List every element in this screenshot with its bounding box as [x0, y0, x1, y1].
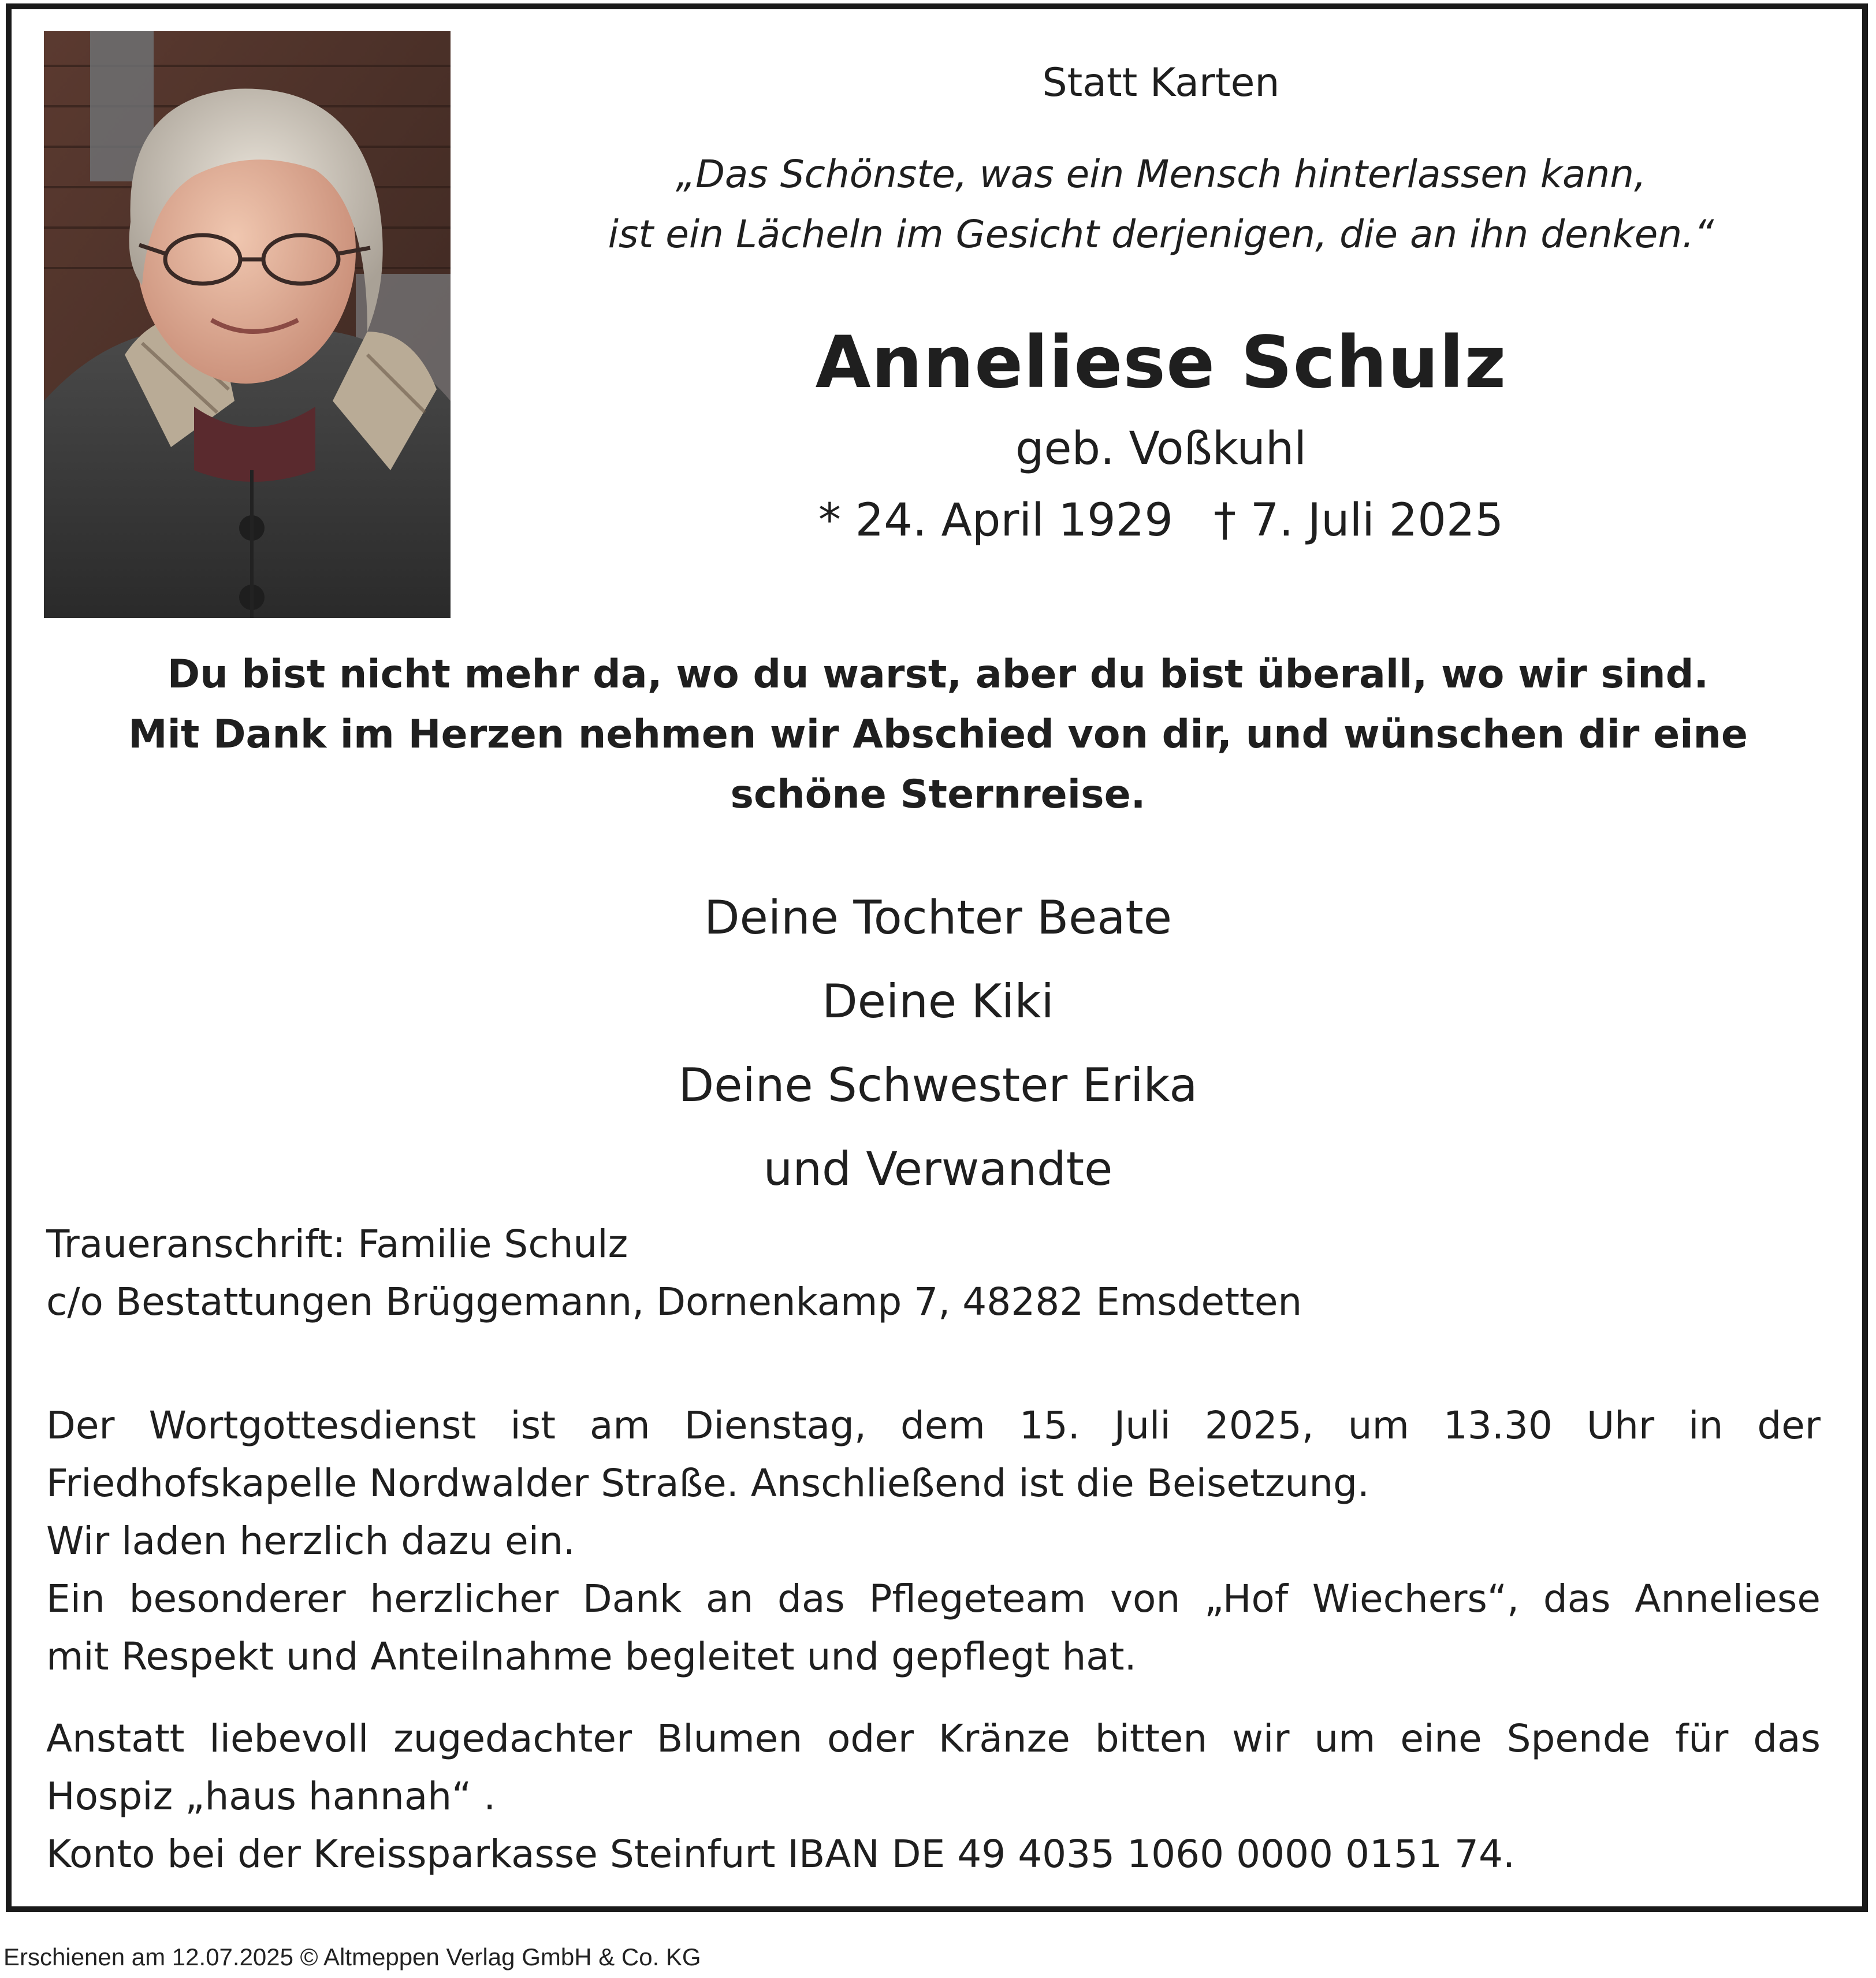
address-line: c/o Bestattungen Brüggemann, Dornenkamp 7, 48282 Emsdetten: [46, 1280, 1302, 1324]
farewell-line: Mit Dank im Herzen nehmen wir Abschied von dir, und wünschen dir eine: [128, 712, 1748, 757]
death-date: † 7. Juli 2025: [1214, 494, 1504, 546]
quote-line: „Das Schönste, was ein Mensch hinterlassen kann,: [675, 152, 1647, 196]
mourner: Deine Schwester Erika: [678, 1058, 1198, 1112]
farewell-line: schöne Sternreise.: [730, 772, 1146, 817]
birth-date: * 24. April 1929: [818, 494, 1174, 546]
service-line: Friedhofskapelle Nordwalder Straße. Anschließend ist die Beisetzung.: [46, 1461, 1370, 1505]
quote-line: ist ein Lächeln im Gesicht derjenigen, die an ihn denken.“: [608, 212, 1714, 256]
donation-line: Konto bei der Kreissparkasse Steinfurt IBAN DE 49 4035 1060 0000 0151 74.: [46, 1832, 1515, 1876]
service-info: [46, 1397, 1821, 1686]
publication-footer: Erschienen am 12.07.2025 © Altmeppen Verlag GmbH & Co. KG: [3, 1943, 701, 1970]
farewell-message: [35, 645, 1841, 825]
farewell-line: Du bist nicht mehr da, wo du warst, aber du bist überall, wo wir sind.: [167, 652, 1709, 697]
service-line: Der Wortgottesdienst ist am Dienstag, dem 15. Juli 2025, um 13.30 Uhr in der: [46, 1403, 1821, 1448]
portrait-illustration: [44, 31, 451, 618]
donation-line: Anstatt liebevoll zugedachter Blumen oder Kränze bitten wir um eine Spende für das: [46, 1716, 1821, 1761]
mourning-address: [46, 1215, 1821, 1331]
life-dates: [474, 489, 1848, 552]
mourner: Deine Kiki: [822, 975, 1054, 1028]
service-line: mit Respekt und Anteilnahme begleitet und gepflegt hat.: [46, 1634, 1137, 1679]
quote: [474, 144, 1848, 265]
deceased-name: Anneliese Schulz: [815, 321, 1507, 404]
donation-line: Hospiz „haus hannah“ .: [46, 1774, 496, 1819]
portrait-photo: [44, 31, 451, 618]
service-line: Ein besonderer herzlicher Dank an das Pflegeteam von „Hof Wiechers“, das Anneliese: [46, 1577, 1821, 1621]
maiden-name: geb. Voßkuhl: [1015, 423, 1307, 475]
mourner: Deine Tochter Beate: [704, 891, 1172, 945]
mourners-list: [35, 876, 1841, 1211]
address-line: Traueranschrift: Familie Schulz: [46, 1222, 628, 1266]
donation-info: [46, 1710, 1821, 1883]
header-statt-karten: Statt Karten: [1042, 60, 1280, 106]
mourner: und Verwandte: [763, 1142, 1113, 1196]
service-line: Wir laden herzlich dazu ein.: [46, 1519, 575, 1563]
